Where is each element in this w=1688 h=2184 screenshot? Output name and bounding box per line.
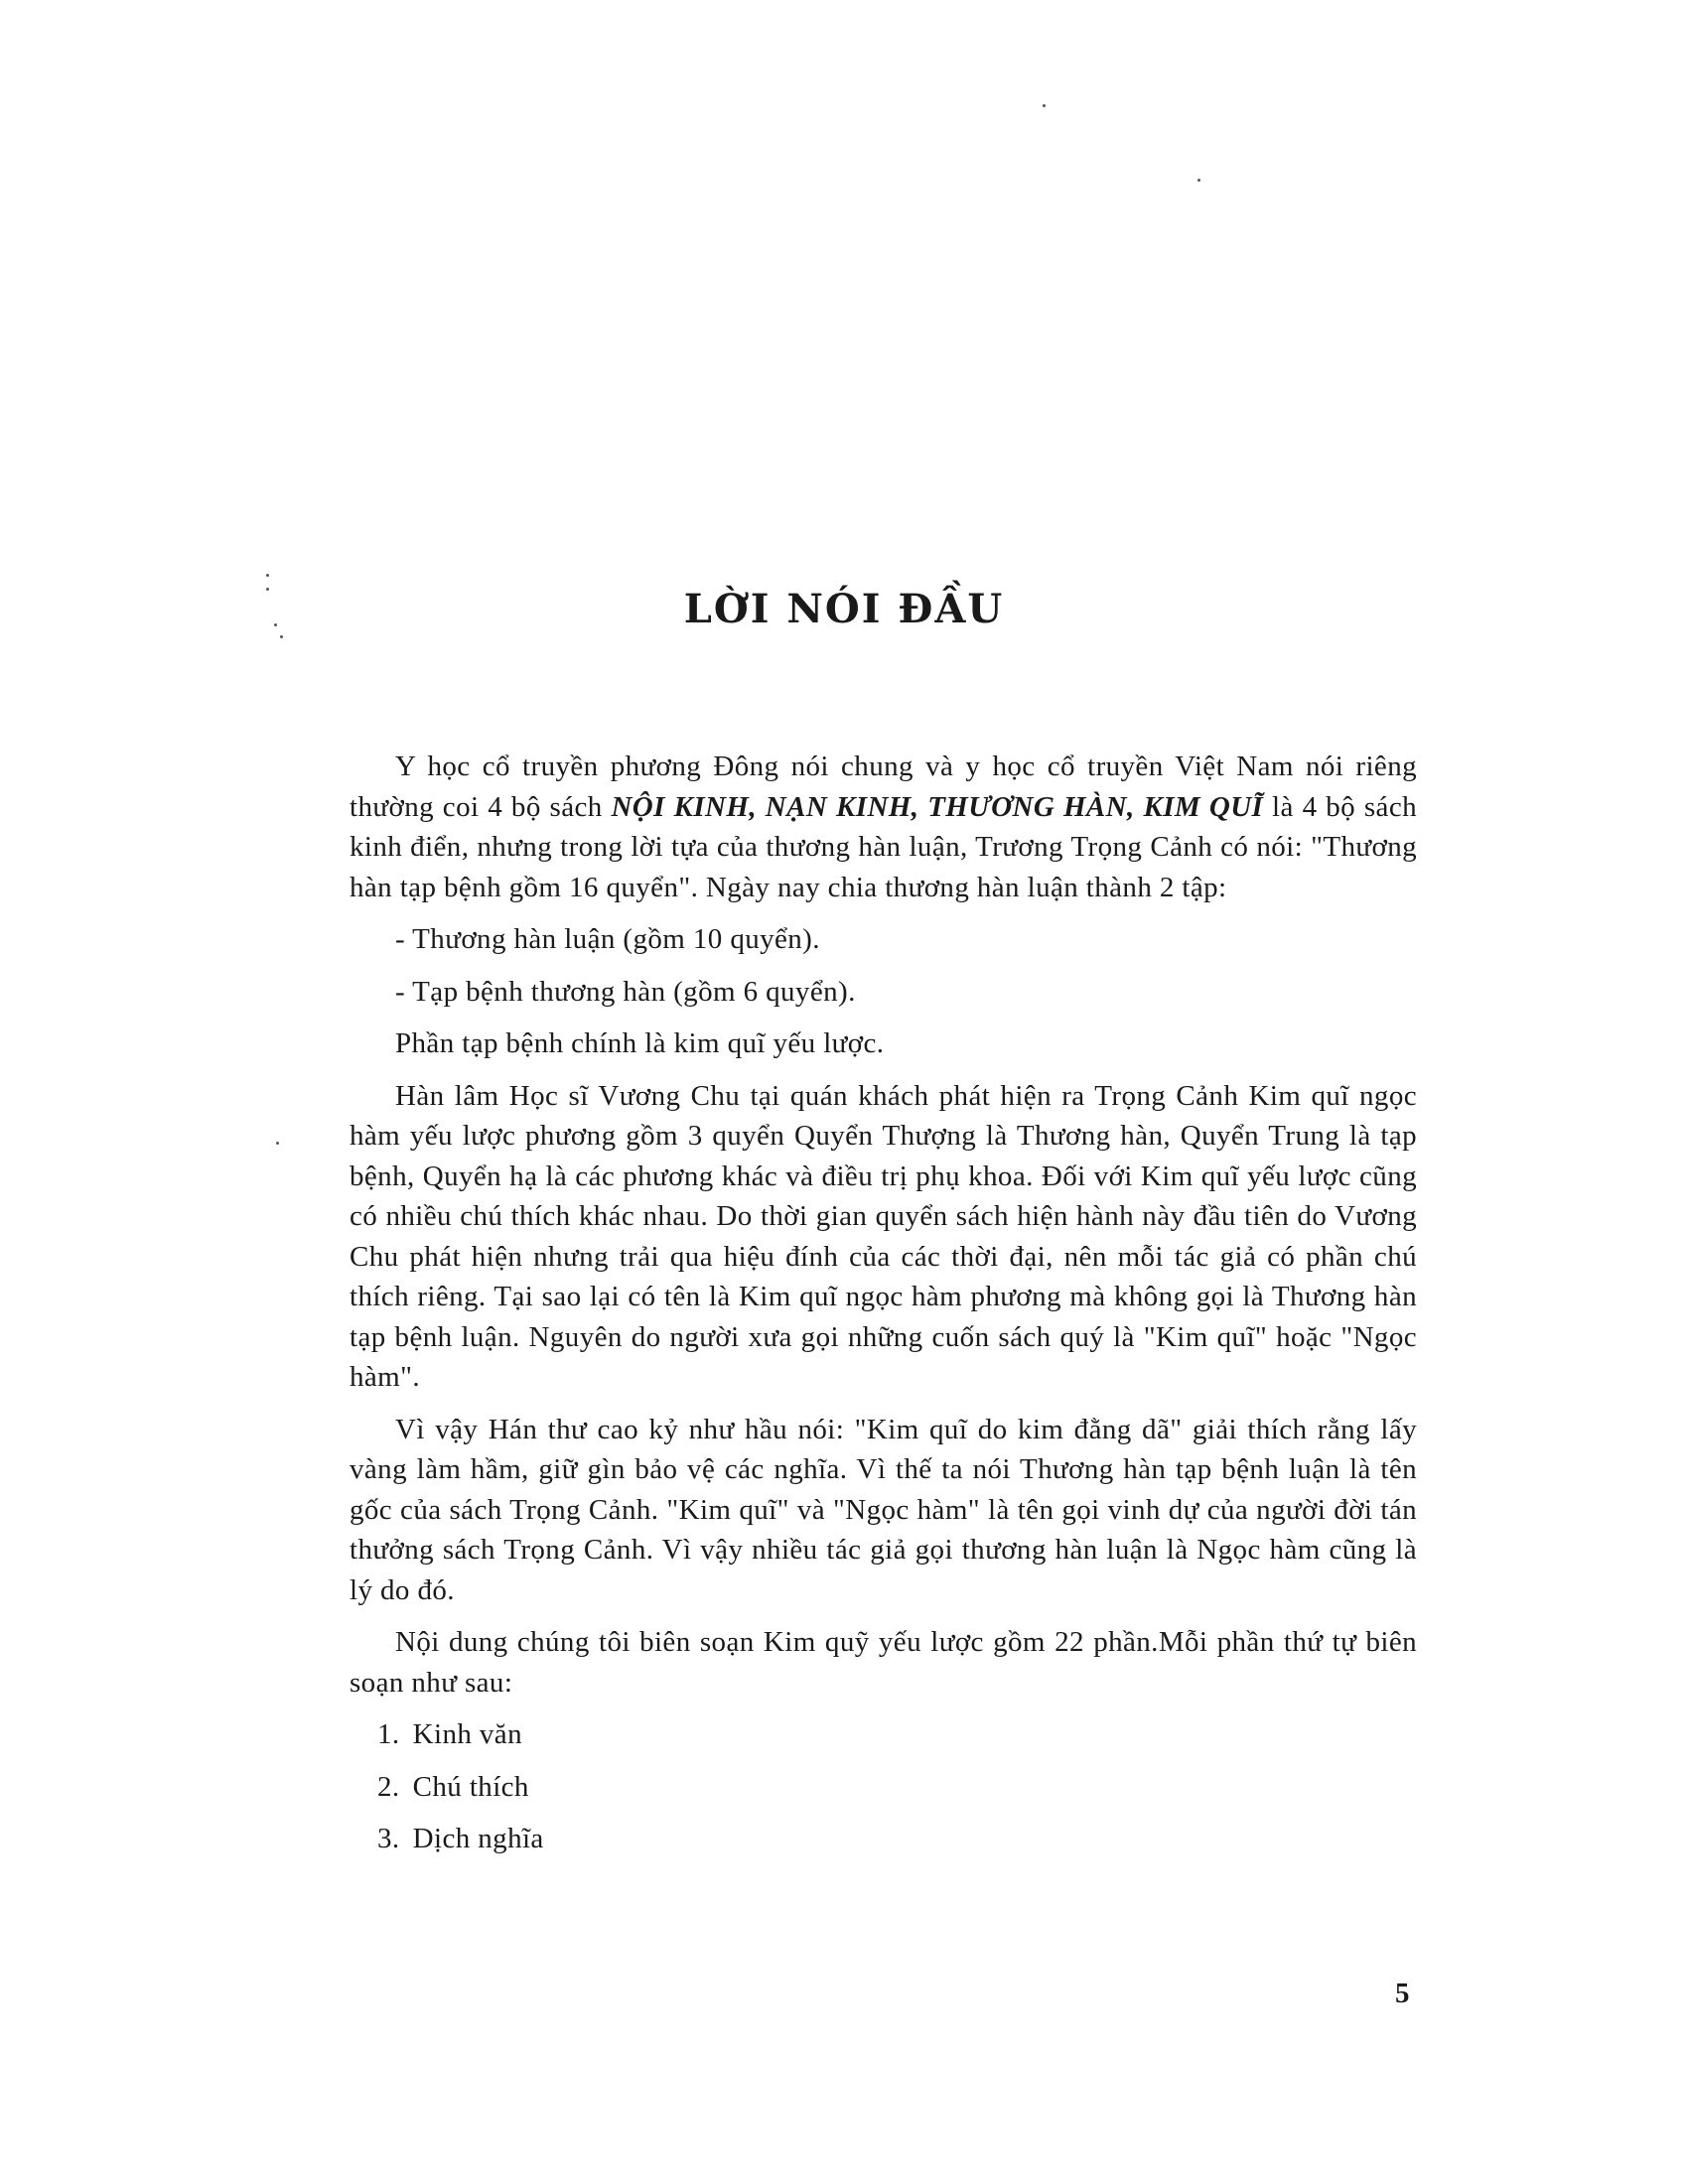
- book-titles: NỘI KINH, NẠN KINH, THƯƠNG HÀN, KIM QUĨ: [611, 790, 1264, 823]
- list-item: 3. Dịch nghĩa: [377, 1823, 544, 1854]
- scan-speck: [1043, 104, 1046, 107]
- list-item: 1. Kinh văn: [377, 1718, 522, 1750]
- paragraph-tap-benh: Phần tạp bệnh chính là kim quĩ yếu lược.: [395, 1027, 885, 1059]
- scan-speck: [1197, 179, 1200, 182]
- page-number: 5: [1395, 1978, 1410, 2009]
- list-item: 2. Chú thích: [377, 1770, 529, 1803]
- main-text: [350, 747, 1417, 1871]
- scan-speck: [276, 1142, 279, 1145]
- paragraph-noi-dung: Nội dung chúng tôi biên soạn Kim quỹ yếu lược gồm 22 phần.Mỗi phần thứ tự biên soạn như sau:: [350, 1626, 1417, 1699]
- paragraph-han-thu: Vì vậy Hán thư cao kỷ như hầu nói: "Kim quĩ do kim đằng dã" giải thích rằng lấy vàng làm hầm, giữ gìn bảo vệ các nghĩa. Vì thế ta nói Thương hàn tạp bệnh luận là tên gốc của sách Trọng Cảnh. "Kim quĩ" và "Ngọc hàm" là tên gọi vinh dự của người đời tán thưởng sách Trọng Cảnh. Vì vậy nhiều tác giả gọi thương hàn luận là Ngọc hàm cũng là lý do đó.: [350, 1413, 1417, 1606]
- scan-speck: [266, 574, 269, 577]
- numbered-list: [350, 1714, 1417, 1859]
- scan-speck: [280, 635, 283, 638]
- dash-item: - Thương hàn luận (gồm 10 quyển).: [395, 923, 820, 955]
- dash-item: - Tạp bệnh thương hàn (gồm 6 quyển).: [395, 975, 856, 1008]
- page-title: LỜI NÓI ĐẦU: [683, 586, 1005, 632]
- paragraph-intro: Y học cổ truyền phương Đông nói chung và y học cổ truyền Việt Nam nói riêng thường coi 4 bộ sách NỘI KINH, NẠN KINH, THƯƠNG HÀN, KIM QUĨ là 4 bộ sách kinh điển, nhưng trong lời tựa của thương hàn luận, Trương Trọng Cảnh có nói: "Thương hàn tạp bệnh gồm 16 quyển". Ngày nay chia thương hàn luận thành 2 tập:: [350, 751, 1417, 903]
- paragraph-vuong-chu: Hàn lâm Học sĩ Vương Chu tại quán khách phát hiện ra Trọng Cảnh Kim quĩ ngọc hàm yếu lược phương gồm 3 quyển Quyển Thượng là Thương hàn, Quyển Trung là tạp bệnh, Quyển hạ là các phương khác và điều trị phụ khoa. Đối với Kim quĩ yếu lược cũng có nhiều chú thích khác nhau. Do thời gian quyển sách hiện hành này đầu tiên do Vương Chu phát hiện nhưng trải qua hiệu đính của các thời đại, nên mỗi tác giả có phần chú thích riêng. Tại sao lại có tên là Kim quĩ ngọc hàm phương mà không gọi là Thương hàn tạp bệnh luận. Nguyên do người xưa gọi những cuốn sách quý là "Kim quĩ" hoặc "Ngọc hàm".: [350, 1079, 1417, 1393]
